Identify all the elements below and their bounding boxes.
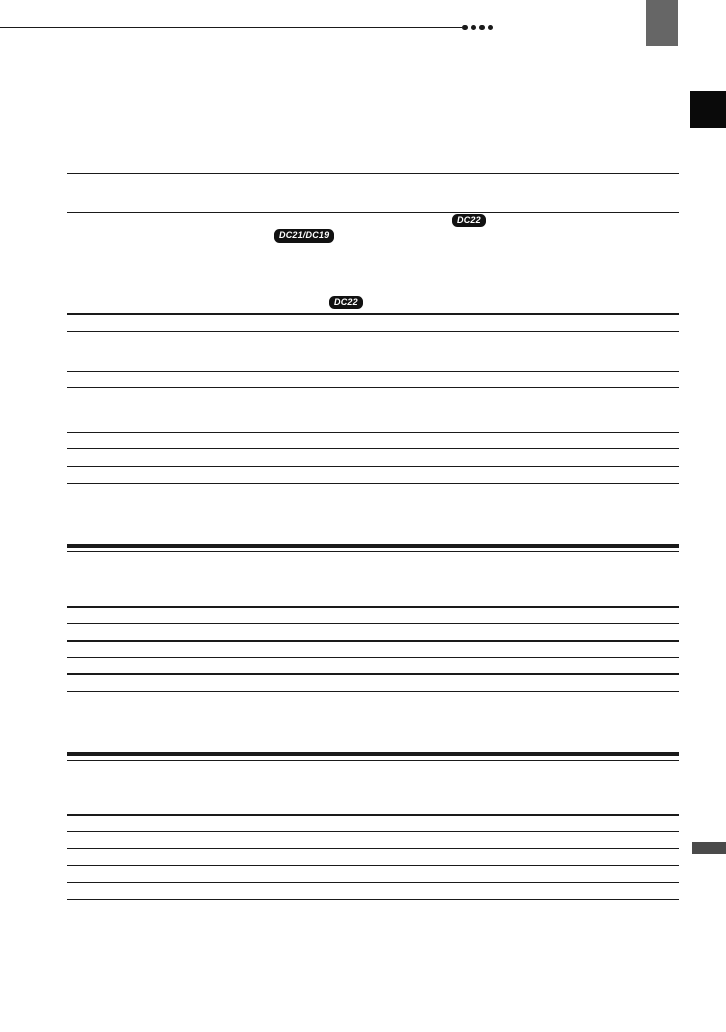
dot-icon [471, 25, 477, 31]
horizontal-rule [67, 882, 679, 884]
header-rule [0, 27, 462, 29]
horizontal-rule [67, 865, 679, 867]
horizontal-rule [67, 387, 679, 389]
model-badge-dc22: DC22 [452, 214, 486, 228]
horizontal-rule [67, 606, 679, 608]
section-rule-thin [67, 551, 679, 553]
horizontal-rule [67, 466, 679, 468]
model-badge-dc21-dc19: DC21/DC19 [274, 229, 334, 243]
section-rule-thick [67, 752, 679, 756]
dot-icon [479, 25, 485, 31]
horizontal-rule [67, 848, 679, 850]
page-marker-tab [692, 842, 726, 854]
horizontal-rule [67, 448, 679, 450]
dot-icon [488, 25, 494, 31]
horizontal-rule [67, 331, 679, 333]
horizontal-rule [67, 432, 679, 434]
corner-block [646, 0, 678, 46]
horizontal-rule [67, 657, 679, 659]
header-dots [462, 25, 493, 31]
horizontal-rule [67, 640, 679, 642]
horizontal-rule [67, 483, 679, 485]
section-rule-thick [67, 544, 679, 548]
section-rule-thin [67, 760, 679, 762]
horizontal-rule [67, 814, 679, 816]
horizontal-rule [67, 371, 679, 373]
horizontal-rule [67, 673, 679, 675]
chapter-tab [690, 91, 726, 128]
horizontal-rule [67, 212, 679, 214]
horizontal-rule [67, 691, 679, 693]
model-badge-dc22-second: DC22 [329, 296, 363, 310]
horizontal-rule [67, 173, 679, 175]
horizontal-rule [67, 313, 679, 315]
dot-icon [462, 25, 468, 31]
horizontal-rule [67, 623, 679, 625]
horizontal-rule [67, 899, 679, 901]
horizontal-rule [67, 831, 679, 833]
